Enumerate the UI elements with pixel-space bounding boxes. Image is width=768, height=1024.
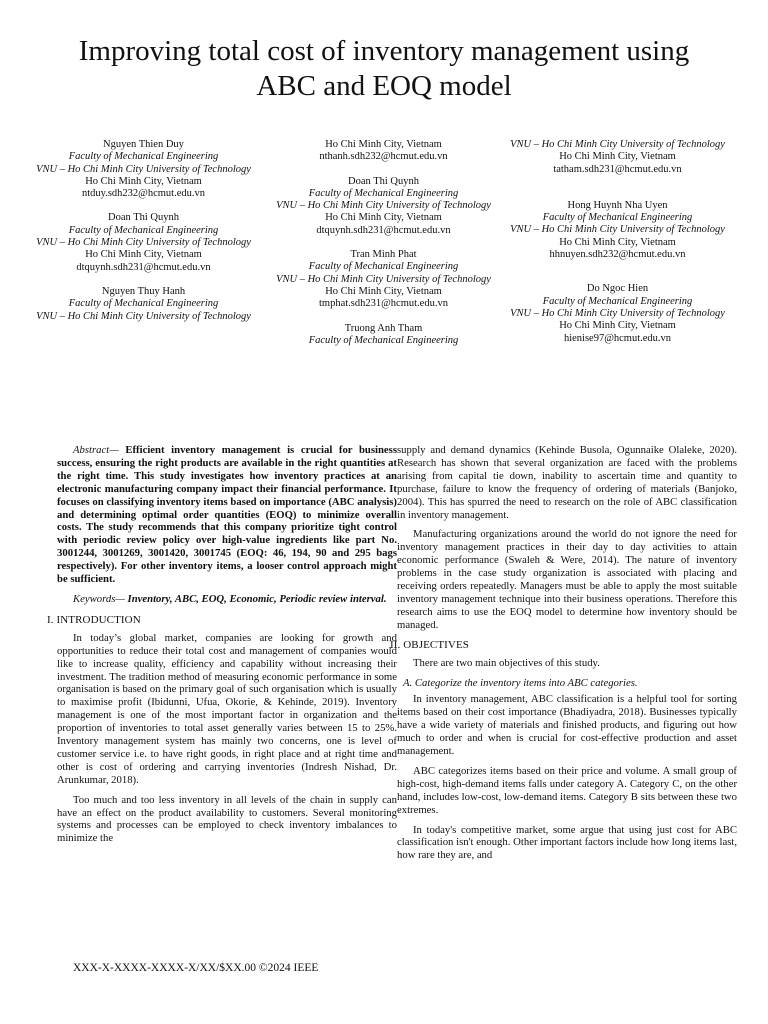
author-block <box>500 139 735 176</box>
keywords <box>57 593 397 606</box>
author-city: Ho Chi Minh City, Vietnam <box>85 175 202 187</box>
author-city: Ho Chi Minh City, Vietnam <box>559 151 676 163</box>
author-block <box>26 286 261 323</box>
author-column-2 <box>266 139 501 359</box>
author-email: tmphat.sdh231@hcmut.edu.vn <box>319 298 448 310</box>
right-column <box>390 444 737 869</box>
author-univ: VNU – Ho Chi Minh City University of Technology <box>36 237 251 249</box>
author-block <box>266 139 501 164</box>
author-dept: Faculty of Mechanical Engineering <box>308 261 459 273</box>
author-dept: Faculty of Mechanical Engineering <box>308 334 459 346</box>
author-univ: VNU – Ho Chi Minh City University of Technology <box>276 200 491 212</box>
author-univ: VNU – Ho Chi Minh City University of Technology <box>36 310 251 322</box>
title-line-2: ABC and EOQ model <box>256 70 512 102</box>
author-name: Nguyen Thuy Hanh <box>101 285 186 297</box>
author-email: hhnuyen.sdh232@hcmut.edu.vn <box>549 249 686 261</box>
author-name: Truong Anh Tham <box>344 322 423 334</box>
author-city: Ho Chi Minh City, Vietnam <box>325 285 442 297</box>
body-paragraph-manufacturing: Manufacturing organizations around the world do not ignore the need for inventory management practices in their day to day activities to attain economic performance (Swaleh & Were, 2014). The nature of inventory problems in the case study organization is associated with placing and receiving orders repeatedly. Managers must be able to apply the most suitable inventory management technique into their business operations. Therefore this research aims to use the EOQ model to determine how inventory should be managed. <box>397 528 737 631</box>
author-block <box>26 139 261 200</box>
author-dept: Faculty of Mechanical Engineering <box>542 212 693 224</box>
author-univ: VNU – Ho Chi Minh City University of Technology <box>510 307 725 319</box>
author-email: hienise97@hcmut.edu.vn <box>563 332 672 344</box>
paper-title <box>20 34 748 104</box>
author-name: Nguyen Thien Duy <box>103 139 184 150</box>
author-dept: Faculty of Mechanical Engineering <box>68 298 219 310</box>
abstract-text: Efficient inventory management is crucial for business success, ensuring the right products are available in the right quantities at the right time. This study investigates how inventory practices at an electronic manufacturing company impact their financial performance. It focuses on classifying inventory items based on importance (ABC analysis) and determining optimal order quantities (EOQ) to minimize overall costs. The study recommends that this company prioritize tight control with periodic review policy over high-value ingredients like part No. 3001244, 3001269, 3001420, 3001745 (EOQ: 46, 194, 90 and 295 bags respectively). For other inventory items, a looser control approach might be sufficient. <box>57 444 397 586</box>
author-block <box>266 323 501 348</box>
author-block <box>266 176 501 237</box>
author-city: Ho Chi Minh City, Vietnam <box>559 236 676 248</box>
objectives-paragraph-2: ABC categorizes items based on their price and volume. A small group of high-cost, high-demand items falls under category A. Category C, on the other hand, includes low-cost, low-demand items. Category B sits between these two extremes. <box>397 764 737 816</box>
author-name: Hong Huynh Nha Uyen <box>567 199 668 211</box>
author-email: ntduy.sdh232@hcmut.edu.vn <box>81 188 206 200</box>
author-dept: Faculty of Mechanical Engineering <box>308 187 459 199</box>
author-column-1 <box>26 139 261 335</box>
author-block <box>266 249 501 310</box>
author-city: Ho Chi Minh City, Vietnam <box>559 320 676 332</box>
author-block <box>26 212 261 273</box>
author-city: Ho Chi Minh City, Vietnam <box>85 249 202 261</box>
intro-paragraph-1: In today’s global market, companies are looking for growth and opportunities to reduce their total cost and management of companies would like to increase quality, efficiency and capability without increasing their investment. The tradition method of measuring economic performance in some organisation is based on the primary goal of such organisation which is usually to maximise profit (Ibidunni, Ufua, Okorie, & Kehinde, 2019). Inventory management is one of the most important factor in organization and the proportion of inventories to total asset generally varies between 15 to 25%. Inventory management system has mainly two concerns, one is level of customer service i.e. to have right goods, in right place and at right time and other is cost of ordering and carrying inventories (Indresh Nishad, Dr. Arunkumar, 2018). <box>57 631 397 786</box>
author-city: Ho Chi Minh City, Vietnam <box>325 212 442 224</box>
abstract <box>57 444 397 586</box>
author-univ: VNU – Ho Chi Minh City University of Technology <box>510 139 725 150</box>
author-email: nthanh.sdh232@hcmut.edu.vn <box>319 151 448 163</box>
author-univ: VNU – Ho Chi Minh City University of Technology <box>510 224 725 236</box>
author-city: Ho Chi Minh City, Vietnam <box>325 139 442 150</box>
author-dept: Faculty of Mechanical Engineering <box>68 151 219 163</box>
objectives-paragraph-3: In today's competitive market, some argue that using just cost for ABC classification isn't enough. Other important factors include how long items last, how rare they are, and <box>397 823 737 862</box>
abstract-label: Abstract— <box>73 444 119 456</box>
author-dept: Faculty of Mechanical Engineering <box>68 224 219 236</box>
author-block <box>500 283 735 344</box>
author-name: Do Ngoc Hien <box>586 283 649 295</box>
section-heading-introduction: I. INTRODUCTION <box>47 613 141 626</box>
author-block <box>500 200 735 261</box>
author-univ: VNU – Ho Chi Minh City University of Technology <box>36 163 251 175</box>
objectives-intro: There are two main objectives of this study. <box>413 656 600 669</box>
left-column <box>47 444 397 852</box>
author-column-3 <box>500 139 735 357</box>
author-name: Doan Thi Quynh <box>108 212 179 224</box>
author-email: dtquynh.sdh231@hcmut.edu.vn <box>76 261 211 273</box>
author-univ: VNU – Ho Chi Minh City University of Technology <box>276 273 491 285</box>
body-paragraph-continued: supply and demand dynamics (Kehinde Busola, Ogunnaike Olaleke, 2020). Research has shown that several organization are faced with the problems arising from capital tie down, inability to ascertain time and quantity to purchase, failure to know the frequency of ordering of materials (Banjoko, 2004). This has spurred the need to research on the role of ABC classification in inventory management. <box>397 444 737 521</box>
author-name: Doan Thi Quynh <box>348 175 419 187</box>
author-email: tatham.sdh231@hcmut.edu.vn <box>553 163 682 175</box>
author-dept: Faculty of Mechanical Engineering <box>542 295 693 307</box>
author-email: dtquynh.sdh231@hcmut.edu.vn <box>316 224 451 236</box>
copyright-footer: XXX-X-XXXX-XXXX-X/XX/$XX.00 ©2024 IEEE <box>73 962 319 974</box>
author-name: Tran Minh Phat <box>350 249 417 261</box>
title-line-1: Improving total cost of inventory management using <box>78 35 690 67</box>
keywords-text: Inventory, ABC, EOQ, Economic, Periodic review interval. <box>127 592 387 605</box>
intro-paragraph-2: Too much and too less inventory in all levels of the chain in supply can have an effect on the product availability to customers. Several monitoring systems and processes can be employed to check inventory imbalances to minimize the <box>57 793 397 845</box>
objectives-paragraph-1: In inventory management, ABC classification is a helpful tool for sorting items based on their cost importance (Bhadiyadra, 2018). Businesses typically have a wide variety of materials and finished products, and figuring out how much to order and when is crucial for cost-effective production and asset management. <box>397 693 737 758</box>
section-heading-objectives: II. OBJECTIVES <box>390 638 470 651</box>
subsection-heading-a: A. Categorize the inventory items into ABC categories. <box>403 676 638 689</box>
keywords-label: Keywords— <box>73 592 125 605</box>
